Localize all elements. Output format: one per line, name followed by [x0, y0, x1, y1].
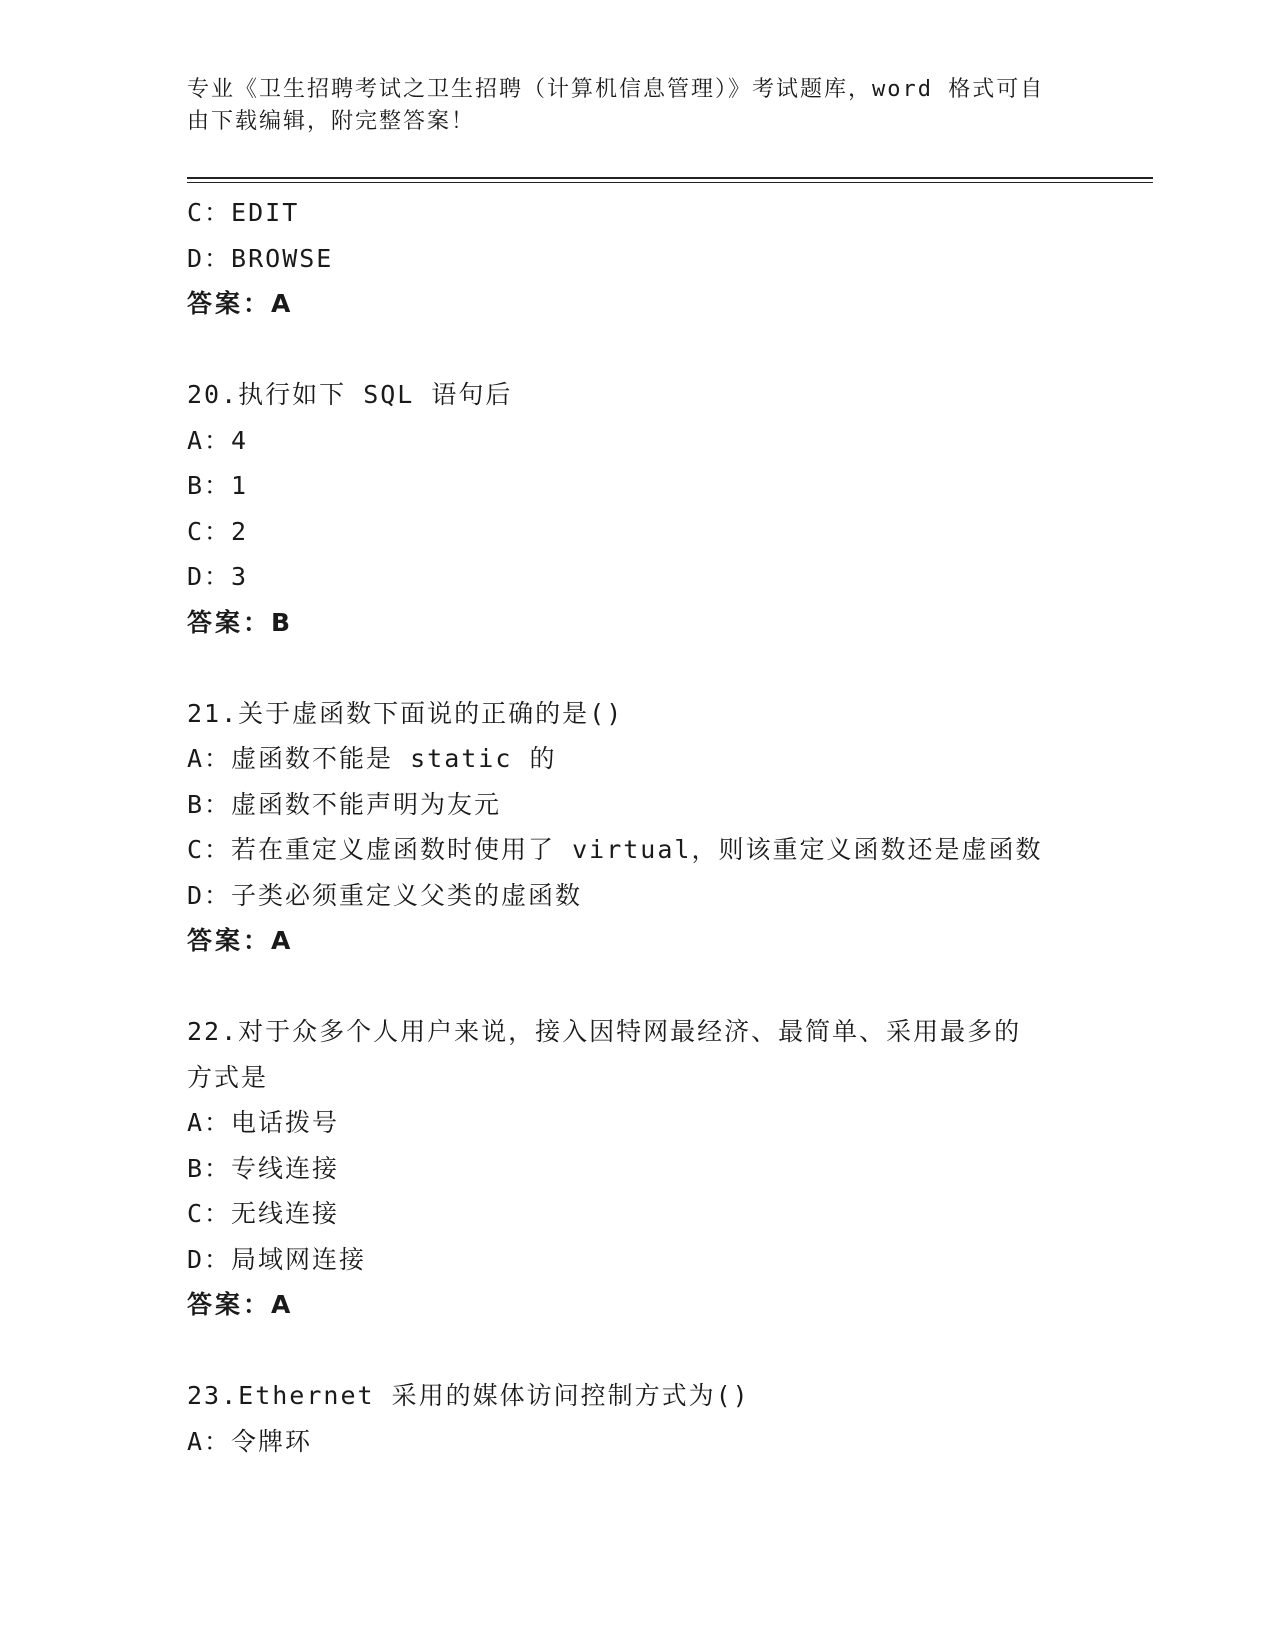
option-c: C：2 — [187, 516, 249, 546]
question-block — [187, 691, 1153, 964]
question-text: 22.对于众多个人用户来说，接入因特网最经济、最简单、采用最多的方式是 — [187, 1017, 1022, 1092]
question-block — [187, 1009, 1153, 1328]
answer-line: 答案：B — [187, 607, 294, 637]
option-a: A：虚函数不能是 static 的 — [187, 744, 557, 773]
option-a: A：4 — [187, 425, 249, 455]
header-rule-thin — [187, 182, 1153, 183]
answer-line: 答案：A — [187, 1290, 294, 1319]
option-d: D：子类必须重定义父类的虚函数 — [187, 880, 583, 910]
option-b: B：虚函数不能声明为友元 — [187, 789, 502, 819]
question-block — [187, 190, 1153, 327]
answer-line: 答案：A — [187, 926, 294, 955]
option-b: B：1 — [187, 471, 249, 500]
option-c: C：若在重定义虚函数时使用了 virtual，则该重定义函数还是虚函数 — [187, 835, 1043, 864]
option-c: C：EDIT — [187, 198, 300, 227]
spacer — [187, 645, 1153, 691]
spacer — [187, 964, 1153, 1010]
option-d: D：3 — [187, 562, 249, 591]
document-header: 专业《卫生招聘考试之卫生招聘（计算机信息管理）》考试题库，word 格式可自由下载编辑，附完整答案！ — [187, 77, 1045, 134]
option-d: D：局域网连接 — [187, 1244, 367, 1274]
option-c: C：无线连接 — [187, 1199, 340, 1228]
spacer — [187, 327, 1153, 373]
question-list — [187, 190, 1153, 1464]
option-a: A：令牌环 — [187, 1426, 313, 1456]
question-text: 23.Ethernet 采用的媒体访问控制方式为() — [187, 1381, 750, 1410]
question-text: 20.执行如下 SQL 语句后 — [187, 380, 513, 409]
answer-line: 答案：A — [187, 289, 294, 318]
spacer — [187, 1328, 1153, 1374]
question-block — [187, 372, 1153, 645]
option-b: B：专线连接 — [187, 1153, 340, 1183]
option-a: A：电话拨号 — [187, 1108, 340, 1137]
header-rule-thick — [187, 177, 1153, 179]
question-text: 21.关于虚函数下面说的正确的是() — [187, 698, 624, 728]
question-block — [187, 1373, 1153, 1464]
option-d: D：BROWSE — [187, 243, 334, 273]
